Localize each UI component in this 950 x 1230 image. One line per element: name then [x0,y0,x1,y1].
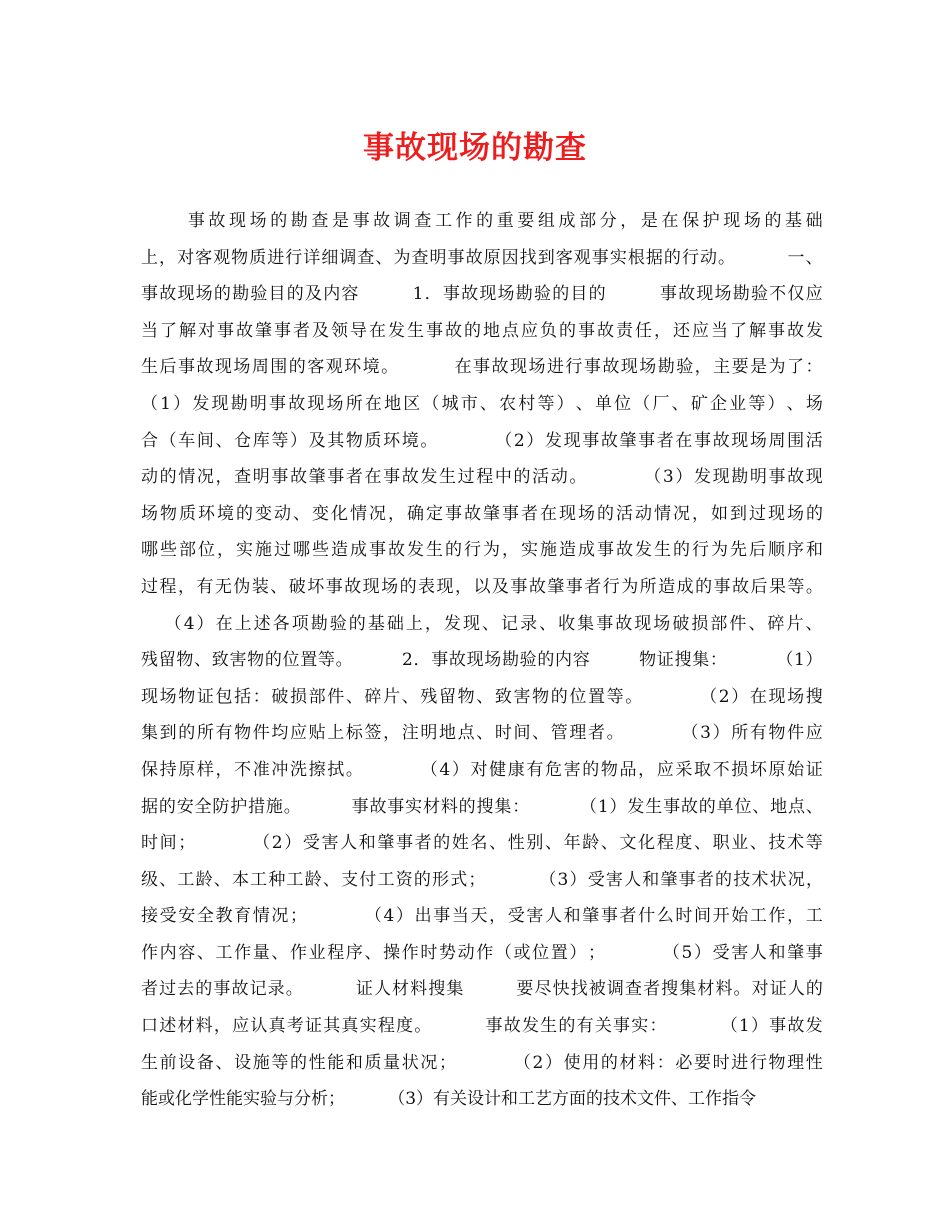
body-line: （ 1 ） 发 现 勘 明 事 故 现 场 所 在 地 区 （ 城 市 、 农 村 等 ） 、 单 位 （ 厂 、 矿 企 业 等 ） 、 场 [141,393,823,414]
body-line: 事 故 现 场 的 勘 验 目 的 及 内 容 1 ． 事 故 现 场 勘 验 的 目 的 事 故 现 场 勘 验 不 仅 应 [141,284,823,305]
body-line: 口 述 材 料 ， 应 认 真 考 证 其 真 实 程 度 。 事 故 发 生 的 有 关 事 实 ： （ 1 ） 事 故 发 [141,1016,823,1037]
body-line: 接 受 安 全 教 育 情 况 ； （ 4 ） 出 事 当 天 ， 受 害 人 和 肇 事 者 什 么 时 间 开 始 工 作 ， 工 [141,906,823,927]
body-line: 上 ， 对 客 观 物 质 进 行 详 细 调 查 、 为 查 明 事 故 原 因 找 到 客 观 事 实 根 据 的 行 动 。 一 、 [141,247,823,268]
body-line: 过 程 ， 有 无 伪 装 、 破 坏 事 故 现 场 的 表 现 ， 以 及 事 故 肇 事 者 行 为 所 造 成 的 事 故 后 果 等 。 [141,576,823,597]
body-line: 能或化学性能实验与分析； （3）有关设计和工艺方面的技术文件、工作指令 [141,1089,757,1110]
body-line: 残 留 物 、 致 害 物 的 位 置 等 。 2 ． 事 故 现 场 勘 验 的 内 容 物 证 搜 集 ： （ 1 ） [141,650,823,671]
body-line: 生 后 事 故 现 场 周 围 的 客 观 环 境 。 在 事 故 现 场 进 行 事 故 现 场 勘 验 ， 主 要 是 为 了 ： [141,357,823,378]
body-line: 集 到 的 所 有 物 件 均 应 贴 上 标 签 ， 注 明 地 点 、 时 间 、 管 理 者 。 （ 3 ） 所 有 物 件 应 [141,723,823,744]
body-line: 场 物 质 环 境 的 变 动 、 变 化 情 况 ， 确 定 事 故 肇 事 者 在 现 场 的 活 动 情 况 ， 如 到 过 现 场 的 [141,503,823,524]
body-line: 事 故 现 场 的 勘 查 是 事 故 调 查 工 作 的 重 要 组 成 部 分 ， 是 在 保 护 现 场 的 基 础 [187,211,823,231]
body-line: 哪 些 部 位 ， 实 施 过 哪 些 造 成 事 故 发 生 的 行 为 ， 实 施 造 成 事 故 发 生 的 行 为 先 后 顺 序 和 [141,540,823,561]
body-line: 时 间 ； （ 2 ） 受 害 人 和 肇 事 者 的 姓 名 、 性 别 、 年 龄 、 文 化 程 度 、 职 业 、 技 术 等 [141,833,823,854]
body-line: 生 前 设 备 、 设 施 等 的 性 能 和 质 量 状 况 ； （ 2 ） 使 用 的 材 料 ： 必 要 时 进 行 物 理 性 [141,1052,823,1073]
body-line: （ 4 ） 在 上 述 各 项 勘 验 的 基 础 上 ， 发 现 、 记 录 、 收 集 事 故 现 场 破 损 部 件 、 碎 片 、 [164,613,823,634]
body-line: 者 过 去 的 事 故 记 录 。 证 人 材 料 搜 集 要 尽 快 找 被 调 查 者 搜 集 材 料 。 对 证 人 的 [141,979,823,1000]
body-line: 作 内 容 、 工 作 量 、 作 业 程 序 、 操 作 时 势 动 作 （ 或 位 置 ） ； （ 5 ） 受 害 人 和 肇 事 [141,942,823,963]
body-line: 合 （ 车 间 、 仓 库 等 ） 及 其 物 质 环 境 。 （ 2 ） 发 现 事 故 肇 事 者 在 事 故 现 场 周 围 活 [141,430,823,451]
document-title: 事故现场的勘查 [363,130,587,166]
body-line: 保 持 原 样 ， 不 准 冲 洗 擦 拭 。 （ 4 ） 对 健 康 有 危 害 的 物 品 ， 应 采 取 不 损 坏 原 始 证 [141,759,823,780]
body-line: 据 的 安 全 防 护 措 施 。 事 故 事 实 材 料 的 搜 集 ： （ 1 ） 发 生 事 故 的 单 位 、 地 点 、 [141,796,823,817]
body-line: 级 、 工 龄 、 本 工 种 工 龄 、 支 付 工 资 的 形 式 ； （ 3 ） 受 害 人 和 肇 事 者 的 技 术 状 况 ， [141,869,823,890]
document-body [141,203,823,1118]
body-line: 当 了 解 对 事 故 肇 事 者 及 领 导 在 发 生 事 故 的 地 点 应 负 的 事 故 责 任 ， 还 应 当 了 解 事 故 发 [141,320,823,341]
body-line: 动 的 情 况 ， 查 明 事 故 肇 事 者 在 事 故 发 生 过 程 中 的 活 动 。 （ 3 ） 发 现 勘 明 事 故 现 [141,467,823,488]
body-line: 现 场 物 证 包 括 ： 破 损 部 件 、 碎 片 、 残 留 物 、 致 害 物 的 位 置 等 。 （ 2 ） 在 现 场 搜 [141,686,823,707]
